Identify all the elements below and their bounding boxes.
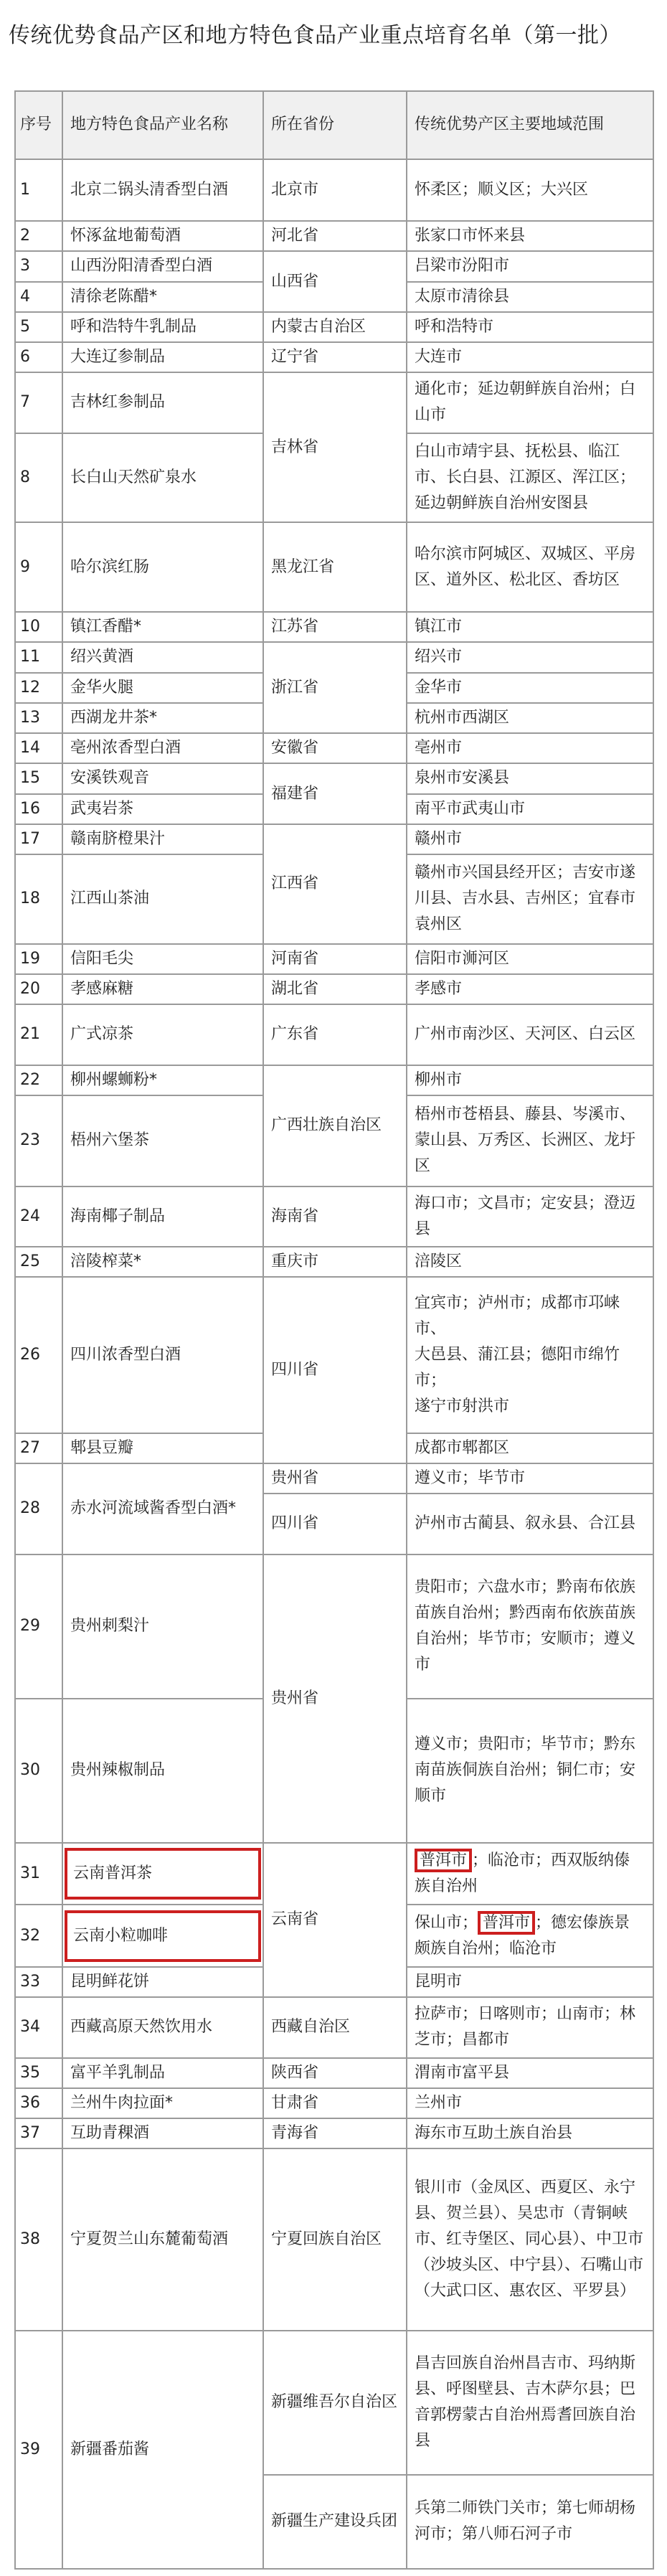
row-area: 孝感市	[407, 974, 653, 1004]
row-no: 26	[15, 1277, 62, 1433]
row-province: 江苏省	[263, 612, 407, 642]
row-no: 31	[15, 1843, 62, 1905]
row-area: 金华市	[407, 673, 653, 703]
row-no: 36	[15, 2088, 62, 2118]
row-name: 哈尔滨红肠	[62, 522, 263, 612]
area-text: ；德宏傣族景颇族自治州；临沧市	[415, 1913, 630, 1958]
row-province: 河南省	[263, 944, 407, 974]
row-name: 西藏高原天然饮用水	[62, 1997, 263, 2057]
area-line: 大邑县、蒲江县；德阳市绵竹市；	[415, 1345, 620, 1390]
row-province: 甘肃省	[263, 2088, 407, 2118]
row-name: 安溪铁观音	[62, 763, 263, 793]
row-no: 33	[15, 1967, 62, 1997]
row-province: 江西省	[263, 824, 407, 944]
row-province: 四川省	[263, 1494, 407, 1554]
row-no: 39	[15, 2331, 62, 2569]
row-no: 15	[15, 763, 62, 793]
row-name: 郫县豆瓣	[62, 1433, 263, 1463]
row-province: 安徽省	[263, 733, 407, 763]
table-row	[15, 1997, 653, 2057]
row-province: 山西省	[263, 251, 407, 311]
row-name: 贵州辣椒制品	[62, 1699, 263, 1843]
row-area: 柳州市	[407, 1065, 653, 1095]
header-area: 传统优势产区主要地域范围	[407, 91, 653, 159]
area-text: ；临沧市；西双版纳傣族自治州	[415, 1851, 630, 1896]
row-no: 8	[15, 433, 62, 523]
row-name: 贵州刺梨汁	[62, 1554, 263, 1699]
row-no: 30	[15, 1699, 62, 1843]
table-row	[15, 1186, 653, 1247]
row-area: 吕梁市汾阳市	[407, 251, 653, 281]
row-name: 呼和浩特牛乳制品	[62, 312, 263, 342]
row-no: 38	[15, 2148, 62, 2330]
row-no: 2	[15, 221, 62, 251]
row-no: 9	[15, 522, 62, 612]
row-name-highlighted	[62, 1905, 263, 1967]
table-row	[15, 159, 653, 222]
row-no: 10	[15, 612, 62, 642]
row-province: 新疆生产建设兵团	[263, 2475, 407, 2569]
header-province: 所在省份	[263, 91, 407, 159]
table-row	[15, 2331, 653, 2475]
row-area: 广州市南沙区、天河区、白云区	[407, 1004, 653, 1065]
row-area: 海口市；文昌市；定安县；澄迈县	[407, 1186, 653, 1247]
page-title: 传统优势食品产区和地方特色食品产业重点培育名单（第一批）	[9, 23, 621, 48]
table-header-row	[15, 91, 653, 159]
row-name: 亳州浓香型白酒	[62, 733, 263, 763]
row-name: 清徐老陈醋*	[62, 282, 263, 312]
row-name: 西湖龙井茶*	[62, 703, 263, 733]
row-name: 互助青稞酒	[62, 2118, 263, 2148]
table-row	[15, 763, 653, 793]
row-no: 20	[15, 974, 62, 1004]
row-name: 新疆番茄酱	[62, 2331, 263, 2569]
row-area: 泸州市古蔺县、叙永县、合江县	[407, 1494, 653, 1554]
row-no: 25	[15, 1247, 62, 1277]
row-province: 西藏自治区	[263, 1997, 407, 2057]
row-no: 28	[15, 1463, 62, 1554]
row-name: 山西汾阳清香型白酒	[62, 251, 263, 281]
highlight-box: 云南普洱茶	[65, 1848, 261, 1900]
row-name: 金华火腿	[62, 673, 263, 703]
row-no: 16	[15, 794, 62, 824]
row-province: 浙江省	[263, 642, 407, 733]
row-no: 7	[15, 372, 62, 433]
row-name: 武夷岩茶	[62, 794, 263, 824]
row-province: 宁夏回族自治区	[263, 2148, 407, 2330]
row-area: 银川市（金凤区、西夏区、永宁县、贺兰县）、吴忠市（青铜峡市、红寺堡区、同心县）、中卫市（沙坡头区、中宁县）、石嘴山市（大武口区、惠农区、平罗县）	[407, 2148, 653, 2330]
header-name: 地方特色食品产业名称	[62, 91, 263, 159]
row-name: 孝感麻糖	[62, 974, 263, 1004]
row-area: 通化市；延边朝鲜族自治州；白山市	[407, 372, 653, 433]
row-area: 梧州市苍梧县、藤县、岑溪市、蒙山县、万秀区、长洲区、龙圩区	[407, 1095, 653, 1186]
row-name: 信阳毛尖	[62, 944, 263, 974]
row-province: 重庆市	[263, 1247, 407, 1277]
row-area: 大连市	[407, 342, 653, 372]
row-no: 18	[15, 854, 62, 944]
row-name: 镇江香醋*	[62, 612, 263, 642]
row-province: 辽宁省	[263, 342, 407, 372]
row-no: 6	[15, 342, 62, 372]
row-name: 广式凉茶	[62, 1004, 263, 1065]
row-name: 江西山茶油	[62, 854, 263, 944]
row-no: 34	[15, 1997, 62, 2057]
row-province: 青海省	[263, 2118, 407, 2148]
row-province: 湖北省	[263, 974, 407, 1004]
row-area: 太原市清徐县	[407, 282, 653, 312]
row-province: 贵州省	[263, 1463, 407, 1494]
row-area: 呼和浩特市	[407, 312, 653, 342]
row-area: 赣州市兴国县经开区；吉安市遂川县、吉水县、吉州区；宜春市袁州区	[407, 854, 653, 944]
row-province: 海南省	[263, 1186, 407, 1247]
row-name: 海南椰子制品	[62, 1186, 263, 1247]
row-no: 22	[15, 1065, 62, 1095]
row-name: 长白山天然矿泉水	[62, 433, 263, 523]
table-row	[15, 824, 653, 854]
row-area: 遵义市；贵阳市；毕节市；黔东南苗族侗族自治州；铜仁市；安顺市	[407, 1699, 653, 1843]
row-name: 吉林红参制品	[62, 372, 263, 433]
table-row	[15, 642, 653, 672]
highlight-box: 普洱市	[478, 1911, 535, 1935]
row-area: 遵义市；毕节市	[407, 1463, 653, 1494]
header-no: 序号	[15, 91, 62, 159]
row-area: 怀柔区；顺义区；大兴区	[407, 159, 653, 222]
row-area: 兰州市	[407, 2088, 653, 2118]
row-name: 柳州螺蛳粉*	[62, 1065, 263, 1095]
row-name: 兰州牛肉拉面*	[62, 2088, 263, 2118]
row-name: 怀涿盆地葡萄酒	[62, 221, 263, 251]
row-area: 亳州市	[407, 733, 653, 763]
row-no: 12	[15, 673, 62, 703]
row-no: 27	[15, 1433, 62, 1463]
row-province: 贵州省	[263, 1554, 407, 1843]
row-province: 内蒙古自治区	[263, 312, 407, 342]
row-area: 泉州市安溪县	[407, 763, 653, 793]
row-name: 绍兴黄酒	[62, 642, 263, 672]
row-no: 3	[15, 251, 62, 281]
row-province: 广东省	[263, 1004, 407, 1065]
row-area: 海东市互助土族自治县	[407, 2118, 653, 2148]
area-line: 宜宾市；泸州市；成都市邛崃市、	[415, 1293, 620, 1338]
table-row	[15, 1004, 653, 1065]
table-row	[15, 221, 653, 251]
table-row	[15, 2058, 653, 2088]
area-line: 遂宁市射洪市	[415, 1397, 510, 1415]
row-no: 11	[15, 642, 62, 672]
table-row	[15, 1277, 653, 1433]
row-name: 涪陵榨菜*	[62, 1247, 263, 1277]
row-no: 21	[15, 1004, 62, 1065]
row-name: 昆明鲜花饼	[62, 1967, 263, 1997]
row-no: 29	[15, 1554, 62, 1699]
row-province: 河北省	[263, 221, 407, 251]
row-name: 梧州六堡茶	[62, 1095, 263, 1186]
row-no: 32	[15, 1905, 62, 1967]
row-no: 1	[15, 159, 62, 222]
row-area: 贵阳市；六盘水市；黔南布依族苗族自治州；黔西南布依族苗族自治州；毕节市；安顺市；遵义市	[407, 1554, 653, 1699]
row-province: 黑龙江省	[263, 522, 407, 612]
food-list-table	[14, 90, 654, 2570]
row-no: 37	[15, 2118, 62, 2148]
row-area	[407, 2475, 653, 2569]
table-row	[15, 1463, 653, 1494]
row-name: 北京二锅头清香型白酒	[62, 159, 263, 222]
table-row	[15, 733, 653, 763]
row-area: 信阳市浉河区	[407, 944, 653, 974]
table-row	[15, 372, 653, 433]
row-area: 赣州市	[407, 824, 653, 854]
row-no: 24	[15, 1186, 62, 1247]
table-row	[15, 1554, 653, 1699]
row-area	[407, 1905, 653, 1967]
row-no: 23	[15, 1095, 62, 1186]
row-area	[407, 1277, 653, 1433]
row-province: 云南省	[263, 1843, 407, 1997]
table-row	[15, 522, 653, 612]
row-area: 白山市靖宇县、抚松县、临江市、长白县、江源区、浑江区；延边朝鲜族自治州安图县	[407, 433, 653, 523]
row-no: 19	[15, 944, 62, 974]
row-no: 17	[15, 824, 62, 854]
row-area: 成都市郫都区	[407, 1433, 653, 1463]
area-text: 保山市；	[415, 1913, 478, 1932]
row-area: 渭南市富平县	[407, 2058, 653, 2088]
row-area: 昌吉回族自治州昌吉市、玛纳斯县、呼图壁县、吉木萨尔县；巴音郭楞蒙古自治州焉耆回族自治县	[407, 2331, 653, 2475]
row-name: 大连辽参制品	[62, 342, 263, 372]
table-row	[15, 612, 653, 642]
row-province: 福建省	[263, 763, 407, 824]
table-row	[15, 1247, 653, 1277]
table-row	[15, 342, 653, 372]
row-no: 13	[15, 703, 62, 733]
row-area: 镇江市	[407, 612, 653, 642]
table-row	[15, 2118, 653, 2148]
row-name: 赤水河流域酱香型白酒*	[62, 1463, 263, 1554]
row-no: 14	[15, 733, 62, 763]
row-no: 4	[15, 282, 62, 312]
row-name: 赣南脐橙果汁	[62, 824, 263, 854]
row-province: 北京市	[263, 159, 407, 222]
table-row	[15, 944, 653, 974]
row-province: 四川省	[263, 1277, 407, 1463]
area-text: 第二师铁门关市；第七师胡杨河市；第八师石河子市	[415, 2499, 636, 2544]
table-row	[15, 1843, 653, 1905]
row-area: 拉萨市；日喀则市；山南市；林芝市；昌都市	[407, 1997, 653, 2057]
table-row	[15, 1065, 653, 1095]
row-area: 绍兴市	[407, 642, 653, 672]
table-row	[15, 312, 653, 342]
row-name: 四川浓香型白酒	[62, 1277, 263, 1433]
table-row	[15, 974, 653, 1004]
row-area: 张家口市怀来县	[407, 221, 653, 251]
table-row	[15, 251, 653, 281]
row-province: 陕西省	[263, 2058, 407, 2088]
row-name: 富平羊乳制品	[62, 2058, 263, 2088]
row-province: 新疆维吾尔自治区	[263, 2331, 407, 2475]
row-no: 35	[15, 2058, 62, 2088]
table-row	[15, 2148, 653, 2330]
row-area: 昆明市	[407, 1967, 653, 1997]
row-name-highlighted	[62, 1843, 263, 1905]
row-no: 5	[15, 312, 62, 342]
table-row	[15, 2088, 653, 2118]
highlight-box: 普洱市	[415, 1849, 472, 1872]
row-province: 吉林省	[263, 372, 407, 522]
row-area: 南平市武夷山市	[407, 794, 653, 824]
row-area: 哈尔滨市阿城区、双城区、平房区、道外区、松北区、香坊区	[407, 522, 653, 612]
area-text: 兵	[415, 2499, 431, 2518]
row-area: 杭州市西湖区	[407, 703, 653, 733]
row-area: 涪陵区	[407, 1247, 653, 1277]
row-name: 宁夏贺兰山东麓葡萄酒	[62, 2148, 263, 2330]
row-province: 广西壮族自治区	[263, 1065, 407, 1186]
row-area	[407, 1843, 653, 1905]
highlight-box: 云南小粒咖啡	[65, 1910, 261, 1962]
